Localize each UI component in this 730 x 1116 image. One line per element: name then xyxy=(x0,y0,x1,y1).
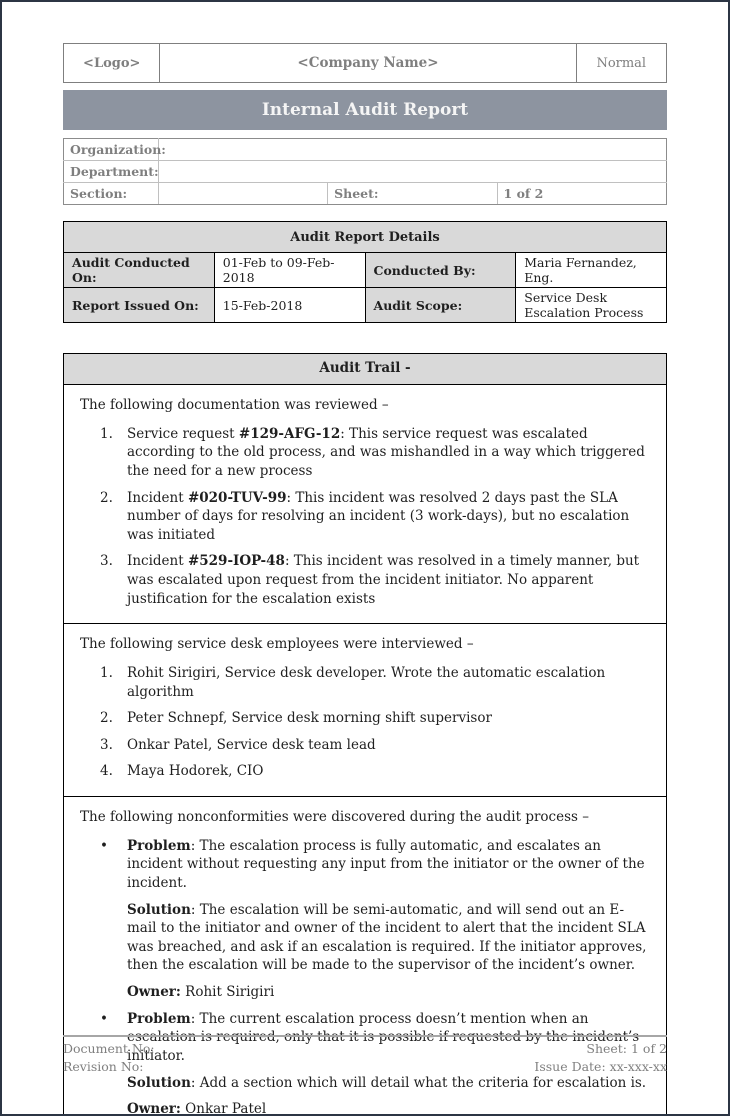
document-header-table xyxy=(63,43,667,83)
classification-label: Normal xyxy=(576,44,666,83)
list-paragraph: Peter Schnepf, Service desk morning shift supervisor xyxy=(127,710,492,727)
list-item-body xyxy=(127,552,654,608)
list-item xyxy=(80,664,654,701)
list-paragraph: Incident #529-IOP-48: This incident was resolved in a timely manner, but was escalated upon request from the incident initiator. No apparent justification for the escalation exists xyxy=(127,553,640,607)
list-item-body xyxy=(127,762,654,781)
list-paragraph: Problem: The current escalation process doesn’t mention when an escalation is required, only that it is possible if requested by the incident’s initiator. xyxy=(127,1010,640,1064)
page-footer xyxy=(63,1035,667,1075)
section-intro: The following documentation was reviewed – xyxy=(80,397,389,413)
organization-info-table xyxy=(63,138,667,205)
list-paragraph: Owner: Onkar Patel xyxy=(127,1101,267,1116)
list-marker: 2. xyxy=(100,710,113,727)
organization-value-field[interactable] xyxy=(158,139,666,161)
audit-scope-label: Audit Scope: xyxy=(365,288,516,323)
logo-placeholder: <Logo> xyxy=(64,44,160,83)
audit-trail-block xyxy=(63,353,667,1116)
list-item-body xyxy=(127,664,654,701)
list-item xyxy=(80,762,654,781)
list-item xyxy=(80,709,654,728)
audit-trail-section xyxy=(64,623,666,796)
audit-conducted-on-value: 01-Feb to 09-Feb-2018 xyxy=(214,253,365,288)
list-paragraph: Rohit Sirigiri, Service desk developer. Wrote the automatic escalation algorithm xyxy=(127,664,606,700)
sheet-value: 1 of 2 xyxy=(497,183,666,205)
list-paragraph: Incident #020-TUV-99: This incident was resolved 2 days past the SLA number of days for resolving an incident (3 work-days), but no escalation was initiated xyxy=(127,489,630,543)
document-no-label: Document No: xyxy=(63,1041,155,1056)
list-marker: 3. xyxy=(100,736,113,753)
list-marker: 1. xyxy=(100,664,113,681)
section-intro: The following service desk employees were interviewed – xyxy=(80,636,474,653)
list-marker: 2. xyxy=(100,489,113,506)
audit-trail-title: Audit Trail - xyxy=(64,354,666,385)
list-marker: • xyxy=(100,837,108,854)
department-label: Department: xyxy=(64,161,159,183)
audit-scope-value: Service Desk Escalation Process xyxy=(516,288,667,323)
company-name-placeholder: <Company Name> xyxy=(160,44,576,83)
list-marker: 1. xyxy=(100,425,113,442)
page-title: Internal Audit Report xyxy=(63,90,667,130)
audit-conducted-on-label: Audit Conducted On: xyxy=(64,253,215,288)
list-item-body xyxy=(127,736,654,755)
section-value-field[interactable] xyxy=(158,183,327,205)
list-item-body xyxy=(127,837,654,1002)
list-paragraph: Owner: Rohit Sirigiri xyxy=(127,984,275,1000)
list-marker: • xyxy=(100,1010,108,1027)
revision-no-label: Revision No: xyxy=(63,1058,144,1074)
audit-trail-body xyxy=(64,385,666,1116)
list-marker: 4. xyxy=(100,763,113,780)
sheet-label: Sheet: xyxy=(328,183,497,205)
list-item xyxy=(80,425,654,481)
list-paragraph: Service request #129-AFG-12: This service request was escalated according to the old process, and was mishandled in a way which triggered the need for a new process xyxy=(127,425,645,479)
list-item-body xyxy=(127,709,654,728)
list-item xyxy=(80,489,654,545)
list-paragraph: Solution: The escalation will be semi-automatic, and will send out an E-mail to the initiator and owner of the incident to alert that the incident SLA was breached, and ask if an escalation is required. If the initiator approves, then the escalation will be made to the supervisor of the incident’s owner. xyxy=(127,901,647,974)
footer-sheet-label: Sheet: 1 of 2 xyxy=(586,1041,667,1056)
list-item xyxy=(80,552,654,608)
audit-report-details-table xyxy=(63,221,667,323)
list-paragraph: Maya Hodorek, CIO xyxy=(127,763,264,780)
list-paragraph: Solution: Add a section which will detail what the criteria for escalation is. xyxy=(127,1074,647,1091)
section-intro: The following nonconformities were discovered during the audit process – xyxy=(80,809,589,825)
report-issued-on-label: Report Issued On: xyxy=(64,288,215,323)
list-item xyxy=(80,837,654,1002)
list-item xyxy=(80,736,654,755)
organization-label: Organization: xyxy=(64,139,159,161)
footer-issue-date-label: Issue Date: xx-xxx-xx xyxy=(534,1058,667,1074)
section-label: Section: xyxy=(64,183,159,205)
list-marker: 3. xyxy=(100,553,113,570)
details-table-title: Audit Report Details xyxy=(64,222,667,253)
audit-trail-section xyxy=(64,385,666,623)
department-value-field[interactable] xyxy=(158,161,666,183)
conducted-by-label: Conducted By: xyxy=(365,253,516,288)
list-paragraph: Problem: The escalation process is fully automatic, and escalates an incident without requesting any input from the initiator or the owner of the incident. xyxy=(127,837,645,891)
list-paragraph: Onkar Patel, Service desk team lead xyxy=(127,736,376,753)
list-item-body xyxy=(127,489,654,545)
report-issued-on-value: 15-Feb-2018 xyxy=(214,288,365,323)
conducted-by-value: Maria Fernandez, Eng. xyxy=(516,253,667,288)
list-item-body xyxy=(127,425,654,481)
